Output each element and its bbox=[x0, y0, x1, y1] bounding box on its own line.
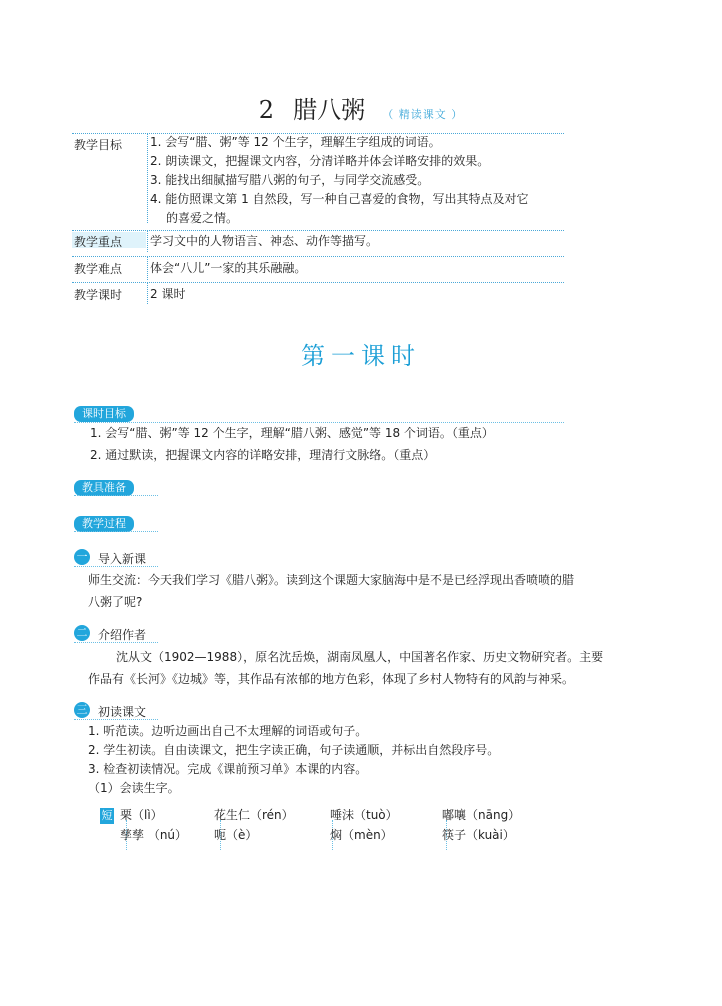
paragraph-line: （1）会读生字。 bbox=[88, 781, 180, 795]
paragraph-line: 师生交流：今天我们学习《腊八粥》。读到这个课题大家脑海中是不是已经浮现出香喷喷的腊 bbox=[88, 573, 575, 587]
char-item: 花生仁（rén） bbox=[214, 808, 294, 822]
divider bbox=[72, 230, 564, 231]
paragraph-line: 1. 听范读。边听边画出自己不太理解的词语或句子。 bbox=[88, 724, 368, 738]
section-body bbox=[88, 646, 648, 690]
char-item: 嘟嚷（nāng） bbox=[442, 808, 521, 822]
divider-vertical bbox=[147, 133, 148, 223]
goals-list bbox=[150, 133, 570, 228]
char-item: 栗（lì） bbox=[120, 808, 163, 822]
page-title bbox=[0, 90, 722, 125]
objective-item: 2. 通过默读，把握课文内容的详略安排，理清行文脉络。（重点） bbox=[90, 448, 436, 462]
divider bbox=[72, 282, 564, 283]
divider-vertical bbox=[147, 282, 148, 304]
paragraph-line: 3. 检查初读情况。完成《课前预习单》本课的内容。 bbox=[88, 762, 368, 776]
lesson-type-tag: （ 精读课文 ） bbox=[382, 108, 464, 121]
section-title: 介绍作者 bbox=[98, 628, 147, 642]
section-number-badge: 二 bbox=[74, 625, 90, 641]
divider bbox=[74, 531, 158, 532]
objectives-pill: 课时目标 bbox=[74, 406, 134, 422]
section-number-badge: 一 bbox=[74, 549, 90, 565]
focus-text: 学习文中的人物语言、神态、动作等描写。 bbox=[150, 234, 379, 248]
section-title: 初读课文 bbox=[98, 705, 147, 719]
hours-label: 教学课时 bbox=[74, 288, 123, 302]
section-body bbox=[88, 569, 648, 613]
prep-pill: 教具准备 bbox=[74, 480, 134, 496]
lesson-number: 2 bbox=[258, 96, 275, 124]
char-item: 呃（è） bbox=[214, 828, 258, 842]
paragraph-line: 八粥了呢? bbox=[88, 595, 143, 609]
divider bbox=[74, 642, 158, 643]
char-item: 唾沫（tuò） bbox=[330, 808, 398, 822]
paragraph-line: 作品有《长河》《边城》等，其作品有浓郁的地方色彩，体现了乡村人物特有的风韵与神采。 bbox=[88, 672, 575, 686]
section-number-badge: 三 bbox=[74, 702, 90, 718]
divider bbox=[74, 422, 564, 423]
hours-text: 2 课时 bbox=[150, 287, 186, 301]
divider bbox=[74, 719, 158, 720]
goal-item: 2. 朗读课文，把握课文内容，分清详略并体会详略安排的效果。 bbox=[150, 154, 490, 168]
difficulty-text: 体会“八儿”一家的其乐融融。 bbox=[150, 261, 307, 275]
char-list-tag: 短 bbox=[101, 809, 113, 822]
section-body bbox=[88, 722, 648, 798]
divider bbox=[74, 566, 158, 567]
difficulty-label: 教学难点 bbox=[74, 262, 123, 276]
goal-item: 1. 会写“腊、粥”等 12 个生字，理解生字组成的词语。 bbox=[150, 135, 441, 149]
divider bbox=[74, 495, 158, 496]
section-heading: 第一课时 bbox=[301, 342, 421, 370]
process-pill: 教学过程 bbox=[74, 516, 134, 532]
lesson-title: 腊八粥 bbox=[293, 96, 366, 124]
objectives-list bbox=[90, 424, 650, 464]
paragraph-line: 沈从文（1902—1988），原名沈岳焕，湖南凤凰人，中国著名作家、历史文物研究者。主要 bbox=[116, 650, 604, 664]
char-item: 焖（mèn） bbox=[330, 828, 393, 842]
divider-vertical bbox=[147, 256, 148, 280]
goal-item: 3. 能找出细腻描写腊八粥的句子，与同学交流感受。 bbox=[150, 173, 430, 187]
objective-item: 1. 会写“腊、粥”等 12 个生字，理解“腊八粥、感觉”等 18 个词语。（重点） bbox=[90, 426, 494, 440]
goal-item: 的喜爱之情。 bbox=[166, 211, 239, 225]
goal-item: 4. 能仿照课文第 1 自然段，写一种自己喜爱的食物，写出其特点及对它 bbox=[150, 192, 529, 206]
section-title: 导入新课 bbox=[98, 552, 147, 566]
divider-vertical bbox=[147, 230, 148, 252]
paragraph-line: 2. 学生初读。自由读课文，把生字读正确，句子读通顺，并标出自然段序号。 bbox=[88, 743, 500, 757]
char-item: 孳孳 （nú） bbox=[120, 828, 188, 842]
divider bbox=[72, 256, 564, 257]
goals-label: 教学目标 bbox=[74, 138, 123, 152]
char-item: 筷子（kuài） bbox=[442, 828, 515, 842]
focus-label: 教学重点 bbox=[74, 235, 123, 249]
